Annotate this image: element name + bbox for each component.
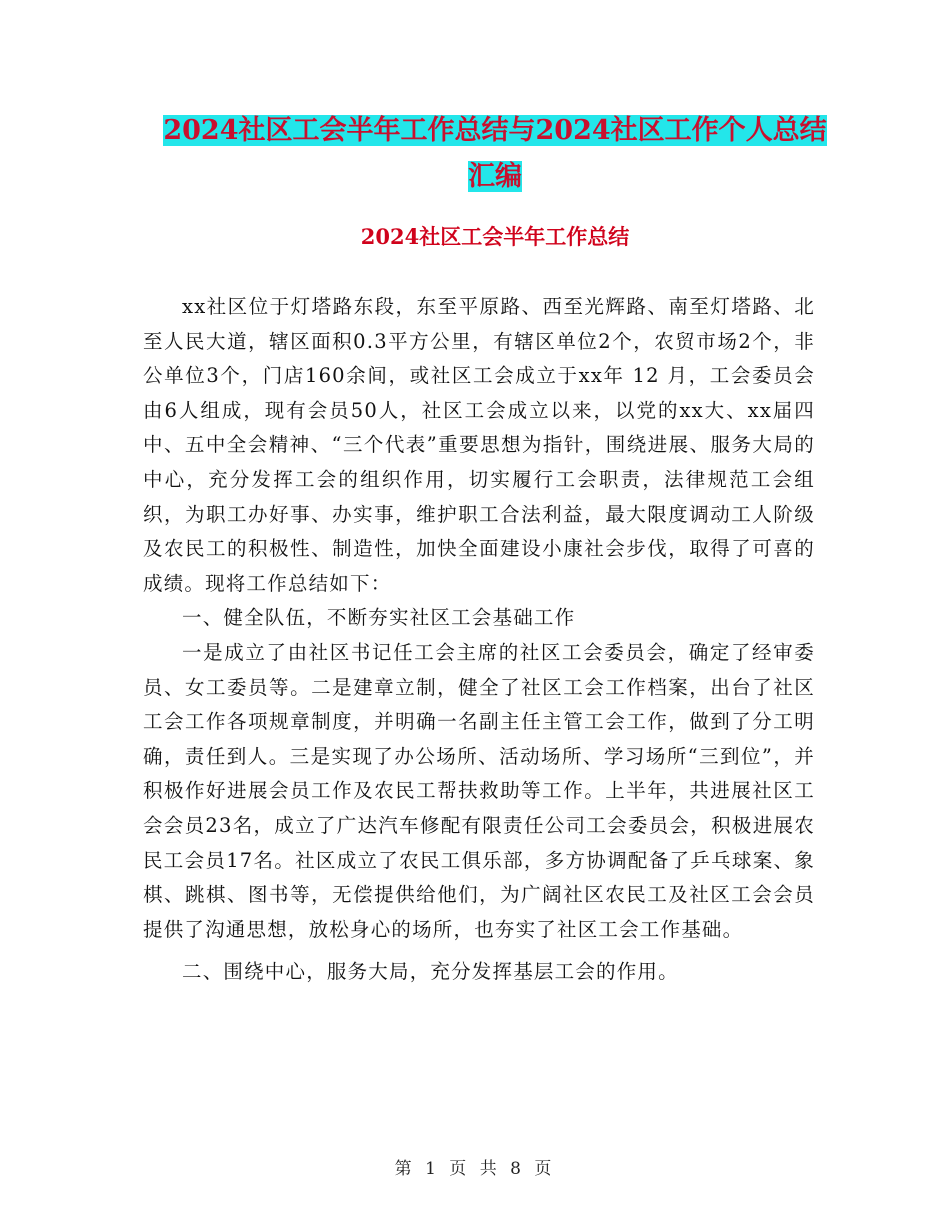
paragraph-heading-2: 二、围绕中心，服务大局，充分发挥基层工会的作用。 bbox=[182, 960, 679, 984]
document-body bbox=[143, 290, 815, 990]
section-title: 2024社区工会半年工作总结 bbox=[360, 224, 630, 249]
page-footer: 第 1 页 共 8 页 bbox=[394, 1159, 556, 1179]
document-title-line2: 汇编 bbox=[468, 161, 522, 192]
paragraph-intro: xx社区位于灯塔路东段，东至平原路、西至光辉路、南至灯塔路、北至人民大道，辖区面积0.3平方公里，有辖区单位2个，农贸市场2个，非公单位3个，门店160余间，或社区工会成立于xx年 12 月，工会委员会由6人组成，现有会员50人，社区工会成立以来，以党的xx大、xx届四中、五中全会精神、“三个代表”重要思想为指针，围绕进展、服务大局的中心，充分发挥工会的组织作用，切实履行工会职责，法律规范工会组织，为职工办好事、办实事，维护职工合法利益，最大限度调动工人阶级及农民工的积极性、制造性，加快全面建设小康社会步伐，取得了可喜的成绩。现将工作总结如下： bbox=[143, 295, 815, 595]
document-title bbox=[140, 108, 850, 200]
paragraph-body-1: 一是成立了由社区书记任工会主席的社区工会委员会，确定了经审委员、女工委员等。二是建章立制，健全了社区工会工作档案，出台了社区工会工作各项规章制度，并明确一名副主任主管工会工作，做到了分工明确，责任到人。三是实现了办公场所、活动场所、学习场所“三到位”，并积极作好进展会员工作及农民工帮扶救助等工作。上半年，共进展社区工会会员23名，成立了广达汽车修配有限责任公司工会委员会，积极进展农民工会员17名。社区成立了农民工俱乐部，多方协调配备了乒乓球案、象棋、跳棋、图书等，无偿提供给他们，为广阔社区农民工及社区工会会员提供了沟通思想，放松身心的场所，也夯实了社区工会工作基础。 bbox=[143, 640, 815, 941]
document-title-line1: 2024社区工会半年工作总结与2024社区工作个人总结 bbox=[163, 115, 827, 146]
paragraph-heading-1: 一、健全队伍，不断夯实社区工会基础工作 bbox=[182, 606, 576, 630]
